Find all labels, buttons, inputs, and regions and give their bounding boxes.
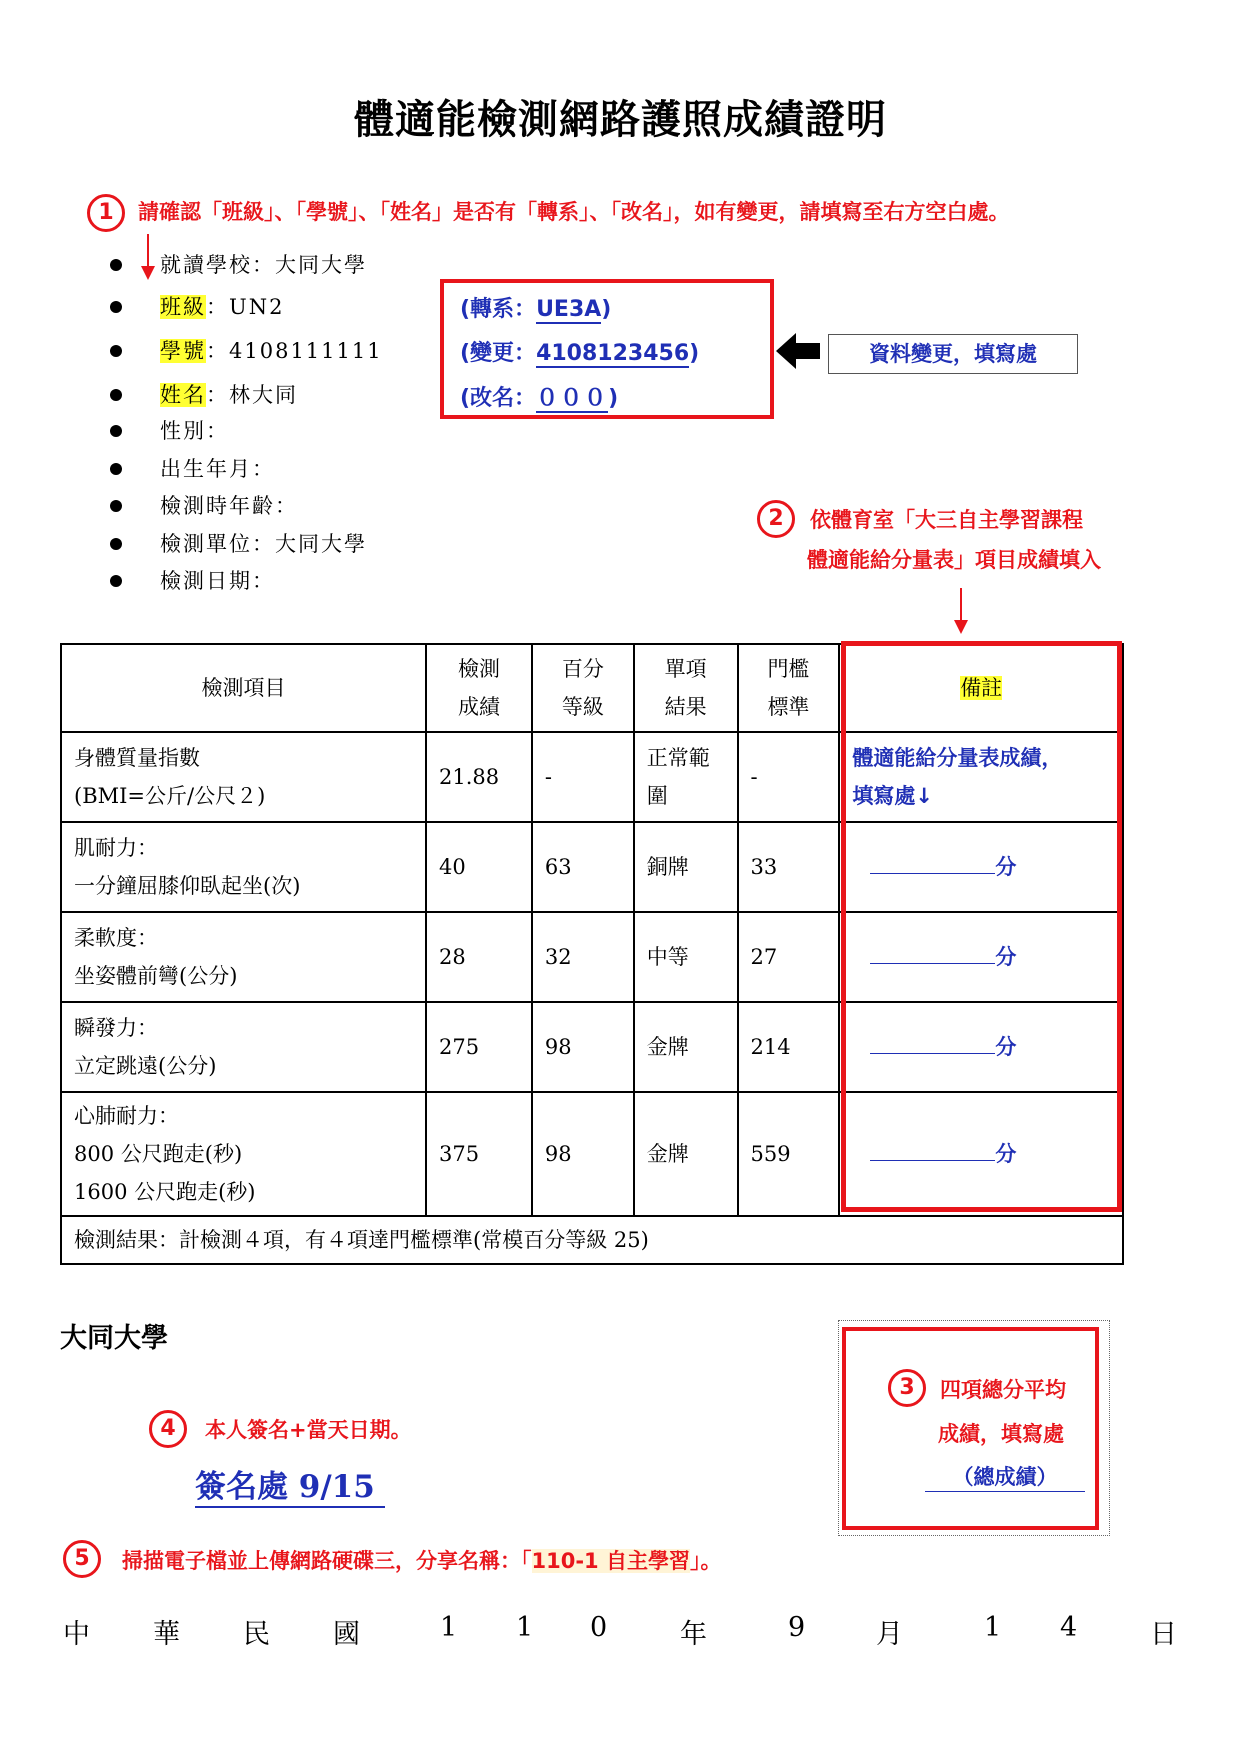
info-sep: ： <box>275 494 298 518</box>
header-text: 備註 <box>960 676 1003 700</box>
info-sep: ： <box>206 383 229 407</box>
change-suffix: ) <box>601 297 612 322</box>
cell-text: 瞬發力： <box>74 1016 158 1040</box>
cell-score: 28 <box>426 912 532 1002</box>
bullet-icon <box>110 500 122 512</box>
cell-text: 填寫處↓ <box>852 784 933 808</box>
page-title: 體適能檢測網路護照成績證明 <box>354 96 887 143</box>
date-char: 4 <box>1060 1612 1078 1643</box>
step-3-line1: 四項總分平均 <box>940 1378 1066 1402</box>
cell-score: 40 <box>426 822 532 912</box>
cell-threshold: - <box>738 732 840 822</box>
cell-result: 金牌 <box>634 1002 738 1092</box>
cell-score: 275 <box>426 1002 532 1092</box>
table-summary-row <box>61 1216 1123 1264</box>
info-sep: ： <box>252 532 275 556</box>
down-arrow-icon <box>951 588 971 636</box>
summary-text: 檢測結果：計檢測４項，有４項達門檻標準(常模百分等級 25) <box>61 1216 1123 1264</box>
cell-percentile: 98 <box>532 1002 634 1092</box>
step-4-badge: 4 <box>149 1410 187 1448</box>
info-label: 出生年月 <box>160 457 252 481</box>
cell-item <box>61 912 426 1002</box>
cell-result: 中等 <box>634 912 738 1002</box>
change-value[interactable]: UE3A <box>536 297 602 322</box>
total-score-blank[interactable]: （總成績） <box>925 1461 1085 1492</box>
cell-result: 銅牌 <box>634 822 738 912</box>
info-sep: ： <box>206 339 229 363</box>
step-5-suffix: 」。 <box>689 1549 722 1573</box>
header-text: 單項 <box>664 657 707 681</box>
cell-text: (BMI=公斤/公尺２) <box>74 784 266 808</box>
change-prefix: (改名： <box>460 386 537 411</box>
cell-item <box>61 822 426 912</box>
header-threshold <box>738 644 840 732</box>
cell-threshold: 559 <box>738 1092 840 1216</box>
cell-text: 800 公尺跑走(秒) <box>74 1142 243 1166</box>
change-dept <box>460 292 611 323</box>
cell-text: 正常範 <box>646 746 710 770</box>
cell-text: 立定跳遠(公分) <box>74 1054 217 1078</box>
bullet-icon <box>110 538 122 550</box>
unit-label: 分 <box>995 855 1017 879</box>
info-value: 林大同 <box>229 383 298 407</box>
step-3-line2: 成績，填寫處 <box>938 1422 1064 1446</box>
unit-label: 分 <box>995 945 1017 969</box>
change-id <box>460 336 699 367</box>
step-5-prefix: 掃描電子檔並上傳網路硬碟三，分享名稱：「 <box>122 1549 532 1573</box>
info-value: 4108111111 <box>229 339 383 363</box>
step-2-line2: 體適能給分量表」項目成績填入 <box>807 548 1101 572</box>
step-4-instruction: 本人簽名+當天日期。 <box>205 1418 412 1442</box>
bullet-icon <box>110 301 122 313</box>
info-sep: ： <box>206 295 229 319</box>
date-char: 民 <box>243 1619 270 1650</box>
cell-threshold: 33 <box>738 822 840 912</box>
step-3-badge: 3 <box>888 1369 926 1407</box>
info-sep: ： <box>206 419 229 443</box>
info-label: 檢測單位 <box>160 532 252 556</box>
share-name: 110-1 自主學習 <box>531 1549 690 1573</box>
cell-result: 金牌 <box>634 1092 738 1216</box>
cell-percentile: - <box>532 732 634 822</box>
cell-item <box>61 1002 426 1092</box>
bullet-icon <box>110 425 122 437</box>
step-5-badge: 5 <box>63 1540 101 1578</box>
step-2-line1: 依體育室「大三自主學習課程 <box>810 508 1083 532</box>
header-text: 門檻 <box>767 657 810 681</box>
date-char: 年 <box>680 1619 707 1650</box>
header-text: 百分 <box>561 657 604 681</box>
bullet-icon <box>110 345 122 357</box>
down-arrow-icon <box>138 234 158 282</box>
unit-label: 分 <box>995 1142 1017 1166</box>
note-column-box <box>841 641 1122 1212</box>
left-arrow-icon <box>776 331 822 371</box>
signature-field[interactable]: 簽名處 9/15 <box>195 1461 385 1508</box>
header-text: 標準 <box>767 695 810 719</box>
cell-percentile: 32 <box>532 912 634 1002</box>
school-name: 大同大學 <box>60 1323 168 1354</box>
info-value: 大同大學 <box>275 253 367 277</box>
cell-result <box>634 732 738 822</box>
info-label: 就讀學校 <box>160 253 252 277</box>
date-char: 國 <box>333 1619 360 1650</box>
header-item: 檢測項目 <box>61 644 426 732</box>
cell-text: 肌耐力： <box>74 836 158 860</box>
cell-threshold: 214 <box>738 1002 840 1092</box>
change-box-label: 資料變更，填寫處 <box>828 334 1078 374</box>
step-2-badge: 2 <box>757 500 795 538</box>
label-highlight-region <box>148 288 224 416</box>
cell-text: 坐姿體前彎(公分) <box>74 964 238 988</box>
cell-score: 21.88 <box>426 732 532 822</box>
change-prefix: (變更： <box>460 341 537 366</box>
info-value: 大同大學 <box>275 532 367 556</box>
cell-percentile: 63 <box>532 822 634 912</box>
date-char: 月 <box>876 1619 903 1650</box>
date-char: 1 <box>516 1612 534 1643</box>
change-suffix: ) <box>608 386 619 411</box>
cell-text: 身體質量指數 <box>74 746 200 770</box>
cell-text: 柔軟度： <box>74 926 158 950</box>
info-value: UN2 <box>229 295 285 319</box>
cell-percentile: 98 <box>532 1092 634 1216</box>
change-value[interactable]: ０００ <box>536 386 609 411</box>
bullet-icon <box>110 389 122 401</box>
header-result <box>634 644 738 732</box>
change-name <box>460 381 618 412</box>
cell-item <box>61 732 426 822</box>
step-1-badge: 1 <box>87 194 125 232</box>
change-suffix: ) <box>689 341 700 366</box>
cell-item <box>61 1092 426 1216</box>
change-value[interactable]: 4108123456 <box>536 341 690 366</box>
date-char: 日 <box>1150 1619 1177 1650</box>
date-char: 9 <box>788 1612 806 1643</box>
cell-score: 375 <box>426 1092 532 1216</box>
info-sep: ： <box>252 253 275 277</box>
header-text: 檢測 <box>457 657 500 681</box>
cell-threshold: 27 <box>738 912 840 1002</box>
cell-text: 心肺耐力： <box>74 1104 179 1128</box>
change-prefix: (轉系： <box>460 297 537 322</box>
header-text: 成績 <box>457 695 500 719</box>
cell-text: 1600 公尺跑走(秒) <box>74 1180 256 1204</box>
info-sep: ： <box>252 457 275 481</box>
step-5-instruction <box>122 1545 721 1575</box>
bullet-icon <box>110 463 122 475</box>
bullet-icon <box>110 259 122 271</box>
info-sep: ： <box>252 569 275 593</box>
date-char: 1 <box>440 1612 458 1643</box>
step-1-instruction: 請確認「班級」、「學號」、「姓名」是否有「轉系」、「改名」，如有變更，請填寫至右方空白處。 <box>138 200 1010 224</box>
header-text: 結果 <box>664 695 707 719</box>
info-label: 班級 <box>160 295 206 319</box>
bullet-icon <box>110 575 122 587</box>
info-label: 性別 <box>160 419 206 443</box>
info-label: 學號 <box>160 339 206 363</box>
date-char: 華 <box>153 1619 180 1650</box>
info-label: 檢測時年齡 <box>160 494 275 518</box>
cell-text: 一分鐘屈膝仰臥起坐(次) <box>74 874 301 898</box>
header-text: 等級 <box>561 695 604 719</box>
info-label: 檢測日期 <box>160 569 252 593</box>
info-label: 姓名 <box>160 383 206 407</box>
header-score <box>426 644 532 732</box>
unit-label: 分 <box>995 1035 1017 1059</box>
date-char: 中 <box>63 1619 90 1650</box>
date-char: 0 <box>590 1612 608 1643</box>
header-percentile <box>532 644 634 732</box>
cell-text: 圍 <box>646 784 668 808</box>
date-char: 1 <box>984 1612 1002 1643</box>
cell-text: 體適能給分量表成績， <box>852 746 1063 770</box>
